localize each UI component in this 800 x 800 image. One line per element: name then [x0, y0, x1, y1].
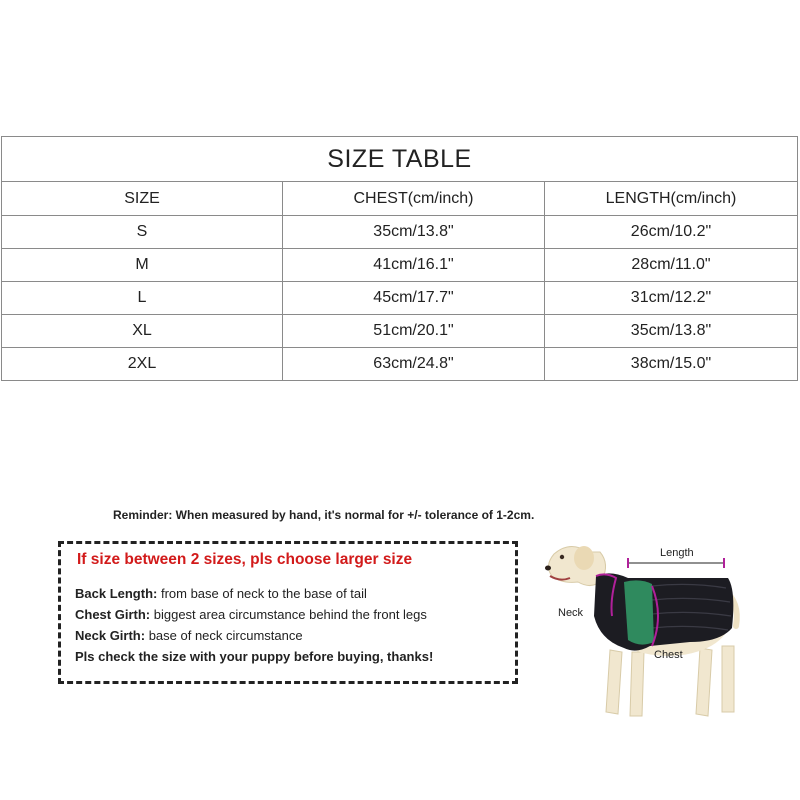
cell-length: 38cm/15.0"	[545, 348, 798, 381]
size-table-header-row	[2, 182, 798, 216]
chest-girth-desc: biggest area circumstance behind the front legs	[150, 607, 427, 622]
back-length-desc: from base of neck to the base of tail	[157, 586, 367, 601]
cell-size: XL	[2, 315, 283, 348]
cell-length: 31cm/12.2"	[545, 282, 798, 315]
back-length-note	[75, 586, 367, 601]
cell-size: M	[2, 249, 283, 282]
table-row	[2, 282, 798, 315]
size-table	[1, 136, 798, 381]
cell-chest: 41cm/16.1"	[283, 249, 545, 282]
chest-girth-note	[75, 607, 427, 622]
dog-drawing	[540, 530, 795, 725]
neck-girth-desc: base of neck circumstance	[145, 628, 303, 643]
cell-length: 28cm/11.0"	[545, 249, 798, 282]
cell-size: L	[2, 282, 283, 315]
back-length-term: Back Length:	[75, 586, 158, 601]
size-warning: If size between 2 sizes, pls choose larger size	[77, 551, 413, 568]
chest-girth-term: Chest Girth:	[75, 607, 151, 622]
neck-girth-term: Neck Girth:	[75, 628, 146, 643]
header-chest: CHEST(cm/inch)	[283, 182, 545, 216]
measurement-guide-box	[58, 541, 518, 684]
closing-note: Pls check the size with your puppy before buying, thanks!	[75, 649, 434, 664]
cell-chest: 45cm/17.7"	[283, 282, 545, 315]
header-size: SIZE	[2, 182, 283, 216]
table-row	[2, 315, 798, 348]
size-table-title: SIZE TABLE	[2, 137, 798, 182]
cell-chest: 35cm/13.8"	[283, 216, 545, 249]
cell-size: S	[2, 216, 283, 249]
cell-length: 26cm/10.2"	[545, 216, 798, 249]
chest-label: Chest	[654, 649, 683, 661]
table-row	[2, 216, 798, 249]
neck-label: Neck	[558, 607, 584, 619]
neck-girth-note	[75, 628, 303, 643]
cell-size: 2XL	[2, 348, 283, 381]
dog-measurement-illustration	[540, 530, 795, 725]
tolerance-reminder: Reminder: When measured by hand, it's normal for +/- tolerance of 1-2cm.	[113, 508, 535, 522]
length-label: Length	[660, 547, 694, 559]
cell-chest: 63cm/24.8"	[283, 348, 545, 381]
table-row	[2, 249, 798, 282]
cell-length: 35cm/13.8"	[545, 315, 798, 348]
table-row	[2, 348, 798, 381]
cell-chest: 51cm/20.1"	[283, 315, 545, 348]
header-length: LENGTH(cm/inch)	[545, 182, 798, 216]
